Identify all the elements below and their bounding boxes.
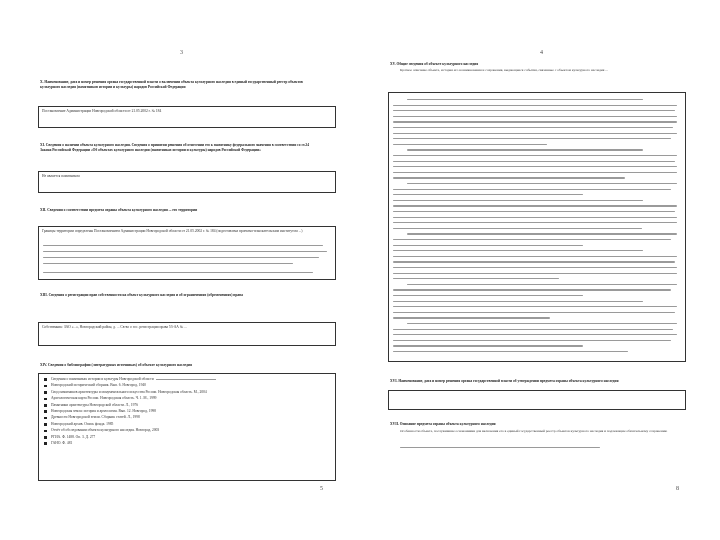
section-xii-heading: XII. Сведения о соответствии предмета охраны объекта культурного наследия ... его территории (40, 208, 198, 212)
text-line (393, 345, 583, 346)
text-line (393, 217, 677, 218)
page-number: 3 (180, 50, 183, 56)
section-xv-heading: XV. Общие сведения об объекте культурного наследия (390, 62, 479, 66)
section-x-value: Постановление Администрации Новгородской области от 21.05.2002 г. № 184 (42, 109, 162, 113)
text-line (393, 161, 675, 162)
text-line (43, 272, 313, 273)
bibliography-item: Новгородская земля: история и археология. Вып. 12. Новгород, 1998 (51, 409, 331, 414)
section-xi-value: Не является памятником (42, 174, 80, 178)
text-line (393, 256, 677, 257)
section-xi-heading: XI. Сведения о наличии объекта культурного наследия. Сведения о принятии решения об отнесении его к памятнику федерального значения в соответствии со ст.24 Закона Российской Федерации «Об объектах культурного наследия (памятниках истории и культуры) народов Российской Федерации» (40, 143, 310, 152)
section-xvii-heading: XVII. Описание предмета охраны объекта культурного наследия (390, 422, 496, 426)
section-xii-box (38, 226, 336, 280)
text-line (43, 251, 327, 252)
text-line (393, 306, 677, 307)
left-page (30, 0, 346, 540)
text-line (393, 340, 671, 341)
text-line (393, 228, 642, 229)
section-xiv-heading: XIV. Сведения о библиографии (литературных источниках) об объекте культурного наследия (40, 363, 192, 367)
text-line (393, 138, 671, 139)
text-line (393, 273, 677, 274)
text-line (393, 239, 671, 240)
text-line (407, 183, 677, 184)
text-line (393, 211, 675, 212)
text-line (393, 278, 559, 279)
text-line (393, 116, 677, 117)
text-line (393, 121, 677, 122)
text-line (407, 284, 677, 285)
bibliography-item: Сведения о памятниках истории и культуры Новгородской области (51, 377, 331, 382)
bibliography-item: Древности Новгородской земли. Сборник статей. Л., 1998 (51, 415, 331, 420)
section-xiii-heading: XIII. Сведения о регистрации прав собственности на объект культурного наследия и об ограничениях (обременениях) права (40, 293, 243, 297)
bibliography-item: ГАНО. Ф. 481 (51, 441, 331, 446)
text-line (393, 250, 643, 251)
bibliography-item: Памятники архитектуры Новгородской области. Л., 1976 (51, 403, 331, 408)
text-line (393, 177, 625, 178)
bibliography-item: Отчёт об обследовании объекта культурного наследия. Новгород, 2003 (51, 428, 331, 433)
section-xii-value: Границы территории определены Постановлением Администрации Новгородской области от 21.05.2002 г. № 184 (подготовлена проектно-изыскательским институтом ...) (42, 229, 303, 233)
page-number: 4 (540, 50, 543, 56)
text-line (393, 110, 675, 111)
text-line (43, 245, 323, 246)
text-line (407, 99, 643, 100)
text-line (393, 205, 677, 206)
text-line (393, 189, 671, 190)
bibliography-list (39, 374, 335, 450)
text-line (393, 200, 643, 201)
bibliography-item: Свод памятников архитектуры и монументального искусства России. Новгородская область. М., 2004 (51, 390, 331, 395)
text-line (407, 323, 677, 324)
section-xiii-value: Собственник: ЗАО «...», Новгородский район, д. ... Св-во о гос. регистрации права 53-АА № ... (42, 325, 187, 329)
text-line (393, 317, 550, 318)
section-xiii-box (38, 322, 336, 346)
page-number: 8 (676, 486, 679, 492)
text-line (393, 105, 677, 106)
text-line (393, 222, 677, 223)
section-xvi-box (388, 390, 686, 410)
text-line (393, 144, 547, 145)
text-line (393, 261, 675, 262)
text-line (43, 263, 293, 264)
section-xvi-heading: XVI. Наименование, дата и номер решения органа государственной власти об утверждении предмета охраны объекта культурного наследия (390, 379, 619, 383)
page-number: 5 (320, 486, 323, 492)
text-line (400, 447, 600, 448)
text-line (393, 194, 583, 195)
section-xv-subtitle: Краткое описание объекта, история его возникновения и сохранения, выдающиеся события, связанные с объектом культурного наследия ... (400, 68, 608, 72)
bibliography-item: Археологическая карта России. Новгородская область. Ч. 1. М., 1999 (51, 396, 331, 401)
section-xi-box (38, 171, 336, 193)
section-x-box (38, 106, 336, 128)
text-line (393, 312, 675, 313)
right-page (380, 0, 696, 540)
text-line (393, 301, 643, 302)
bibliography-item: Новгородский архив. Опись фонда. 1985 (51, 422, 331, 427)
text-line (393, 133, 677, 134)
text-line (393, 245, 583, 246)
section-xv-box (388, 92, 686, 362)
bibliography-item: РГИА. Ф. 1488. Оп. 3. Д. 277 (51, 435, 331, 440)
text-line (393, 329, 673, 330)
section-x-heading: X. Наименование, дата и номер решения органа государственной власти о включении объекта культурного наследия в единый государственный реестр объектов культурного наследия (памятников истории и культуры) народов Российской Федерации (40, 80, 303, 89)
text-line (393, 295, 583, 296)
text-line (393, 166, 677, 167)
text-line (393, 127, 673, 128)
text-line (43, 257, 319, 258)
bibliography-box (38, 373, 336, 481)
text-line (393, 351, 628, 352)
text-line (393, 289, 671, 290)
section-xvii-text: Особенности объекта, послужившие основаниями для включения его в единый государственный реестр объектов культурного наследия и подлежащие обязательному сохранению (400, 429, 668, 433)
text-line (393, 334, 677, 335)
text-line (393, 267, 677, 268)
text-line (393, 172, 677, 173)
bibliography-item: Новгородский исторический сборник. Вып. 6. Новгород, 1940 (51, 383, 331, 388)
text-line (393, 155, 677, 156)
text-line (407, 149, 643, 150)
text-line (407, 233, 677, 234)
